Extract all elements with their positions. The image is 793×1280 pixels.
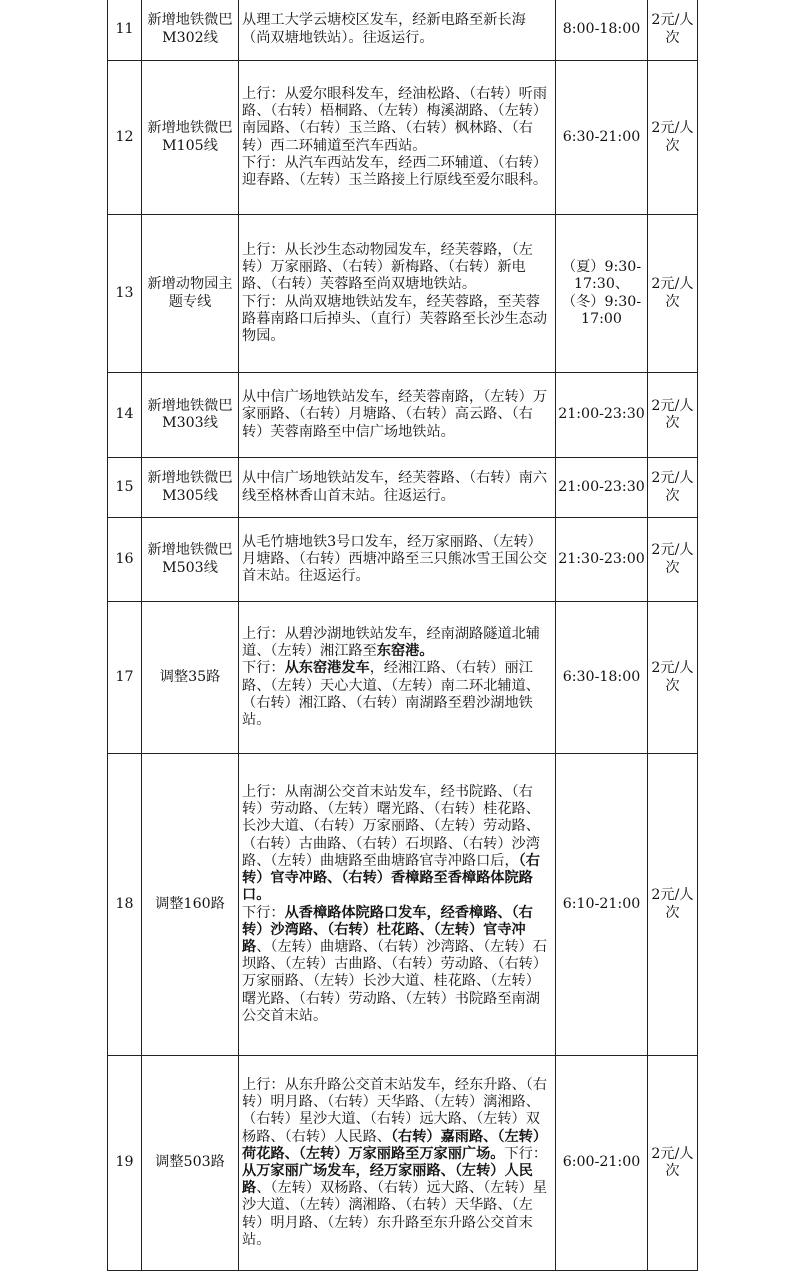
row-number: 16 (108, 518, 142, 602)
row-number: 13 (108, 215, 142, 373)
route-text: 下行： (242, 660, 285, 677)
route-text: 上行：从碧沙湖地铁站发车，经南湖路隧道北辅道、（左转）湘江路至 (242, 625, 540, 660)
route-table (107, 0, 698, 1271)
time-text: 21:00-23:30 (558, 406, 645, 423)
row-number: 12 (108, 61, 142, 215)
route-description (239, 518, 556, 602)
time-text: 6:00-21:00 (562, 1154, 641, 1171)
fare: 2元/人次 (648, 373, 698, 458)
line-name: 调整35路 (142, 602, 239, 754)
line-name: 调整503路 (142, 1056, 239, 1271)
route-description (239, 1056, 556, 1271)
route-description (239, 458, 556, 518)
route-text: 、（左转）曲塘路、（右转）沙湾路、（左转）石坝路、（左转）古曲路、（右转）劳动路、（右转）万家丽路、（左转）长沙大道、桂花路、（左转）曙光路、（右转）劳动路、（左转）书院路至南湖公交首末站。 (242, 938, 548, 1024)
row-number: 19 (108, 1056, 142, 1271)
fare: 2元/人次 (648, 602, 698, 754)
route-text: 从毛竹塘地铁3号口发车，经万家丽路、（左转）月塘路、（右转）西塘冲路至三只熊冰雪王国公交首末站。往返运行。 (242, 533, 548, 585)
route-text: 下行：从汽车西站发车，经西二环辅道、（右转）迎春路、（左转）玉兰路接上行原线至爱尔眼科。 (242, 154, 548, 188)
operating-hours (556, 215, 648, 373)
time-text: 21:00-23:30 (558, 478, 645, 495)
operating-hours (556, 373, 648, 458)
line-name: 调整160路 (142, 754, 239, 1056)
table-row (108, 215, 698, 373)
table-row (108, 61, 698, 215)
route-description (239, 215, 556, 373)
route-text: 上行：从南湖公交首末站发车，经书院路、（右转）劳动路、（左转）曙光路、（右转）桂花路、长沙大道、（右转）万家丽路、（左转）劳动路、（右转）古曲路、（右转）石坝路、（右转）沙湾路、（左转）曲塘路至曲塘路官寺冲路口后， (242, 784, 540, 869)
table-row (108, 0, 698, 61)
operating-hours (556, 602, 648, 754)
line-name: 新增地铁微巴M302线 (142, 0, 239, 61)
route-text: 从中信广场地铁站发车，经芙蓉路、（右转）南六线至格林香山首末站。往返运行。 (242, 470, 548, 504)
route-description (239, 61, 556, 215)
operating-hours (556, 1056, 648, 1271)
route-text: 下行： (504, 1145, 548, 1162)
table-row (108, 754, 698, 1056)
time-text: 6:10-21:00 (562, 895, 641, 912)
route-text: 上行：从长沙生态动物园发车，经芙蓉路，（左转）万家丽路、（右转）新梅路、（右转）新电路、（右转）芙蓉路至尚双塘地铁站。 (242, 241, 533, 293)
time-text: 6:30-21:00 (562, 128, 641, 145)
route-description (239, 373, 556, 458)
line-name: 新增地铁微巴M305线 (142, 458, 239, 518)
operating-hours (556, 458, 648, 518)
table-row (108, 458, 698, 518)
route-text-bold: 从万家丽广场发车，经万家丽路、（左转）人民路 (242, 1163, 533, 1197)
fare: 2元/人次 (648, 215, 698, 373)
route-description (239, 0, 556, 61)
fare: 2元/人次 (648, 61, 698, 215)
line-name: 新增动物园主题专线 (142, 215, 239, 373)
row-number: 18 (108, 754, 142, 1056)
time-text: （夏）9:30- (561, 259, 642, 276)
line-name: 新增地铁微巴M503线 (142, 518, 239, 602)
fare: 2元/人次 (648, 518, 698, 602)
time-text: 17:00 (581, 310, 622, 327)
table-row (108, 602, 698, 754)
fare: 2元/人次 (648, 754, 698, 1056)
route-text: 上行：从东升路公交首末站发车，经东升路、（右转）明月路、（右转）天华路、（左转）漓湘路、（右转）星沙大道、（右转）远大路、（左转）双杨路、（右转）人民路、 (242, 1076, 548, 1145)
route-text: 下行：从尚双塘地铁站发车，经芙蓉路，至芙蓉路暮南路口后掉头、（直行）芙蓉路至长沙生态动物园。 (242, 293, 548, 344)
route-text-bold: （右转）官寺冲路、（右转）香樟路至香樟路体院路口。 (242, 852, 540, 904)
line-name: 新增地铁微巴M105线 (142, 61, 239, 215)
route-text: 从理工大学云塘校区发车，经新电路至新长海（尚双塘地铁站）。往返运行。 (242, 12, 526, 46)
table-row (108, 518, 698, 602)
time-text: 17:30、 (573, 276, 630, 293)
row-number: 14 (108, 373, 142, 458)
table-row (108, 1056, 698, 1271)
operating-hours (556, 518, 648, 602)
time-text: 8:00-18:00 (562, 20, 641, 37)
route-text-bold: 从香樟路体院路口发车，经香樟路、（右转）沙湾路、（右转）杜花路、（左转）官寺冲路 (242, 904, 533, 955)
time-text: 21:30-23:00 (558, 550, 645, 567)
route-table-body (108, 0, 698, 1271)
operating-hours (556, 0, 648, 61)
operating-hours (556, 754, 648, 1056)
operating-hours (556, 61, 648, 215)
route-text-bold: 从东窑港发车 (284, 660, 370, 677)
route-text-bold: 东窑港。 (376, 643, 434, 660)
row-number: 15 (108, 458, 142, 518)
time-text: （冬）9:30- (561, 293, 642, 310)
route-text-bold: （右转）嘉雨路、（左转）荷花路、（左转）万家丽路至万家丽广场。 (242, 1128, 548, 1162)
route-description (239, 754, 556, 1056)
row-number: 11 (108, 0, 142, 61)
time-text: 6:30-18:00 (562, 668, 641, 685)
fare: 2元/人次 (648, 458, 698, 518)
fare: 2元/人次 (648, 1056, 698, 1271)
route-description (239, 602, 556, 754)
route-text: 上行：从爱尔眼科发车，经油松路、（右转）听雨路、（右转）梧桐路、（左转）梅溪湖路、（左转）南园路、（右转）玉兰路、（右转）枫林路、（右转）西二环辅道至汽车西站。 (242, 85, 548, 154)
table-row (108, 373, 698, 458)
line-name: 新增地铁微巴M303线 (142, 373, 239, 458)
fare: 2元/人次 (648, 0, 698, 61)
route-text: ，经湘江路、（右转）丽江路、（左转）天心大道、（左转）南二环北辅道、（右转）湘江路、（右转）南湖路至碧沙湖地铁站。 (242, 660, 540, 728)
row-number: 17 (108, 602, 142, 754)
route-text: 下行： (242, 904, 285, 921)
route-text: 从中信广场地铁站发车，经芙蓉南路，（左转）万家丽路、（右转）月塘路、（右转）高云路、（右转）芙蓉南路至中信广场地铁站。 (242, 389, 548, 440)
route-text: 、（左转）双杨路、（右转）远大路、（左转）星沙大道、（左转）漓湘路、（右转）天华路、（左转）明月路、（左转）东升路至东升路公交首末站。 (242, 1180, 548, 1248)
